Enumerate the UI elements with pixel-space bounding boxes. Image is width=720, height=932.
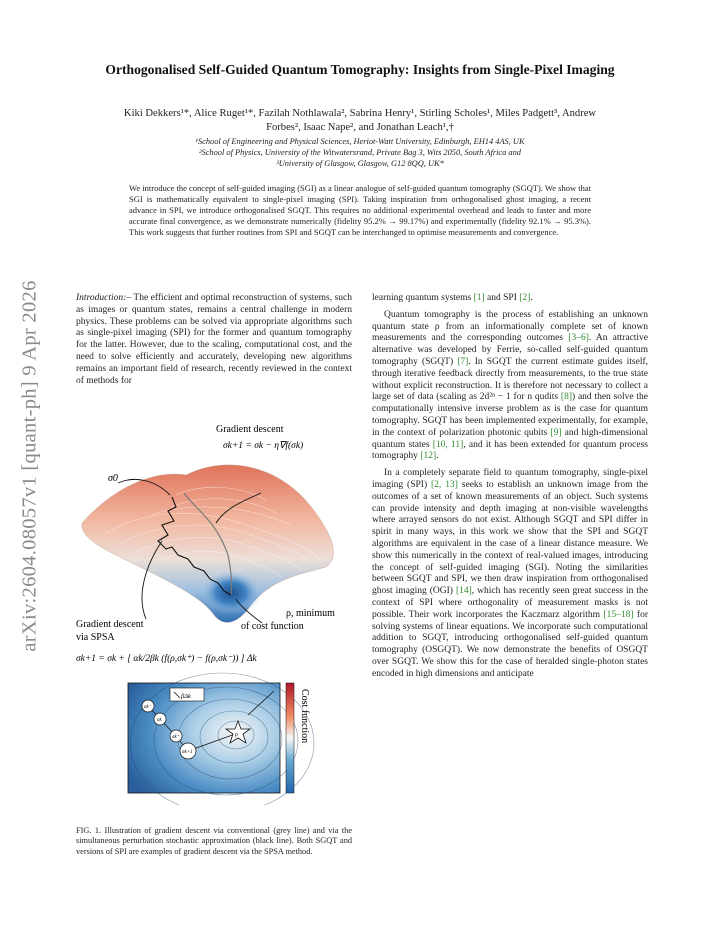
inset-sigma: σk	[157, 718, 162, 723]
intro-heading: Introduction:	[76, 293, 127, 303]
paper-title: Orthogonalised Self-Guided Quantum Tomography: Insights from Single-Pixel Imaging	[105, 62, 615, 77]
label-spsa-line2: via SPSA	[76, 632, 115, 643]
text-span: learning quantum systems	[372, 293, 474, 303]
intro-paragraph	[76, 293, 352, 387]
intro-text: – The efficient and optimal reconstruction of systems, such as images or quantum states, remains a central challenge in modern physics. These problems can be solved via appropriate algorithms such as single-pixel imaging (SPI) for the former and quantum tomography for the latter. However, due to the scaling, computational cost, and the need to solve efficiently and accurately, developing new algorithms remains an important field of research, recently reviewed in the context of methods for	[76, 293, 352, 386]
citation[interactable]: [2, 13]	[431, 479, 458, 490]
inset-sigma-minus: σk⁻	[144, 705, 152, 710]
formula-spsa: σk+1 = σk + [ αk/2βk (f(ρ,σk⁺) − f(ρ,σk⁻)) ] Δk	[76, 654, 257, 664]
citation[interactable]: [12]	[420, 451, 437, 462]
text-span: .	[436, 451, 439, 462]
right-paragraph-3	[372, 468, 648, 680]
figure-graphic	[76, 415, 352, 805]
figure-1	[76, 415, 352, 805]
citation[interactable]: [14]	[455, 586, 472, 597]
colorbar-label: Cost function	[299, 689, 310, 744]
text-span: ) and then solve the computationally intensive inverse problem as is the case for quantum tomography. SGQT has been implemented experimentally, for example, in the context of polarization photonic qubits	[372, 392, 649, 438]
text-span: .	[530, 293, 533, 303]
inset-sigma-next: σk+1	[182, 750, 193, 755]
arxiv-stamp	[10, 276, 50, 656]
citation[interactable]: [2]	[519, 293, 531, 303]
citation[interactable]: [10, 11]	[432, 439, 464, 450]
label-spsa-line1: Gradient descent	[76, 619, 144, 630]
label-sigma0: σ0	[108, 473, 118, 484]
formula-gradient-descent: σk+1 = σk − η∇f(σk)	[223, 441, 304, 451]
right-paragraph-2	[372, 310, 648, 463]
inset-beta-label: βΔk	[181, 693, 191, 700]
citation[interactable]: [9]	[550, 427, 562, 438]
label-rho-line2: of cost function	[241, 621, 304, 632]
arxiv-id: arXiv:2604.08057v1 [quant-ph] 9 Apr 2026	[18, 280, 41, 652]
citation[interactable]: [3–6]	[568, 333, 589, 344]
inset-sigma-plus: σk⁺	[172, 735, 180, 740]
abstract: We introduce the concept of self-guided imaging (SGI) as a linear analogue of self-guided quantum tomography (SGQT). We show that SGI is mathematically equivalent to single-pixel imaging (SPI). Taking inspiration from orthogonalised ghost imaging, a recent advance in SPI, we introduce orthogonalised SGQT. This requires no additional experimental overhead and leads to faster and more accurate final convergence, as we demonstrate numerically (fidelity 95.2% → 99.17%) and experimentally (fidelity 92.1% → 95.3%). This work suggests that further routines from SPI and SGQT can be interchanged to optimise measurements and convergence.	[129, 183, 591, 237]
affiliations	[110, 136, 610, 169]
right-paragraph-1	[372, 293, 648, 305]
text-span: seeks to establish an unknown image from the outcomes of a set of known measurements of an object. Such systems can provide intensity and depth imaging at non-visible wavelengths where arrayed sensors do not exist. Although SGQT and SPI differ in spirit in many ways, in this work we show that the SPI and SGQT algorithms are equivalent in the case of a linear distance measure. We show this numerically in the context of real-valued images, introducing the concept of self-guided imaging (SGI). Noting the similarities between SGQT and SPI, we then draw inspiration from orthogonalised ghost imaging (OGI)	[372, 479, 648, 597]
text-span: Quantum tomography is the process of establishing an unknown quantum state ρ from an informationally complete set of known measurements and the corresponding outcomes	[372, 309, 648, 344]
colorbar	[286, 683, 294, 793]
text-span: . In SGQT the current estimate guides itself, through iterative feedback directly from measurements, to the true state without explicit reconstruction. It is therefore not necessary to collect a large set of data (scaling as 2d²ⁿ − 1 for n qudits	[372, 356, 648, 403]
text-span: , and it has been extended for quantum process tomography	[372, 439, 648, 462]
affiliation-1: ¹School of Engineering and Physical Sciences, Heriot-Watt University, Edinburgh, EH14 4AS, UK	[195, 137, 525, 146]
inset-rho-label: ρ	[235, 732, 238, 738]
affiliation-3: ³University of Glasgow, Glasgow, G12 8QQ, UK*	[276, 159, 444, 168]
right-column	[372, 293, 648, 681]
author-list: Kiki Dekkers¹*, Alice Ruget¹*, Fazilah Nothlawala², Sabrina Henry¹, Stirling Scholes¹, Miles Padgett³, Andrew Forbes², Isaac Nape², and Jonathan Leach¹,†	[123, 108, 597, 133]
text-span: and high-dimensional quantum states	[372, 427, 648, 450]
text-span: and SPI	[484, 293, 520, 303]
text-span: , which has recently seen great success in the context of SPI where orthogonality of measurement masks is not possible. Their work incorporates the Kaczmarz algorithm	[372, 586, 649, 620]
citation[interactable]: [8]	[560, 392, 572, 403]
text-span: In a completely separate field to quantum tomography, single-pixel imaging (SPI)	[372, 468, 648, 490]
label-gradient-descent: Gradient descent	[216, 424, 284, 435]
figure-caption: FIG. 1. Illustration of gradient descent via conventional (grey line) and via the simultaneous perturbation stochastic approximation (black line). Both SGQT and versions of SPI are examples of gradient descent via the SPSA method.	[76, 826, 352, 856]
text-span: . An attractive alternative was developed by Ferrie, so-called self-guided quantum tomography (SGQT)	[372, 333, 648, 367]
citation[interactable]: [7]	[457, 356, 469, 367]
label-rho-line1: ρ, minimum	[286, 608, 335, 619]
citation[interactable]: [1]	[473, 293, 485, 303]
text-span: for solving systems of linear equations. We incorporate such computational addition to SGQT, introducing orthogonalised self-guided quantum tomography (OSGQT). We now demonstrate the benefits of OSGQT over SGQT. We show this for the case of heralded single-photon states encoded in high dimensions and anticipate	[372, 609, 649, 679]
citation[interactable]: [15–18]	[603, 609, 634, 620]
affiliation-2: ²School of Physics, University of the Witwatersrand, Private Bag 3, Wits 2050, South Africa and	[199, 148, 521, 157]
